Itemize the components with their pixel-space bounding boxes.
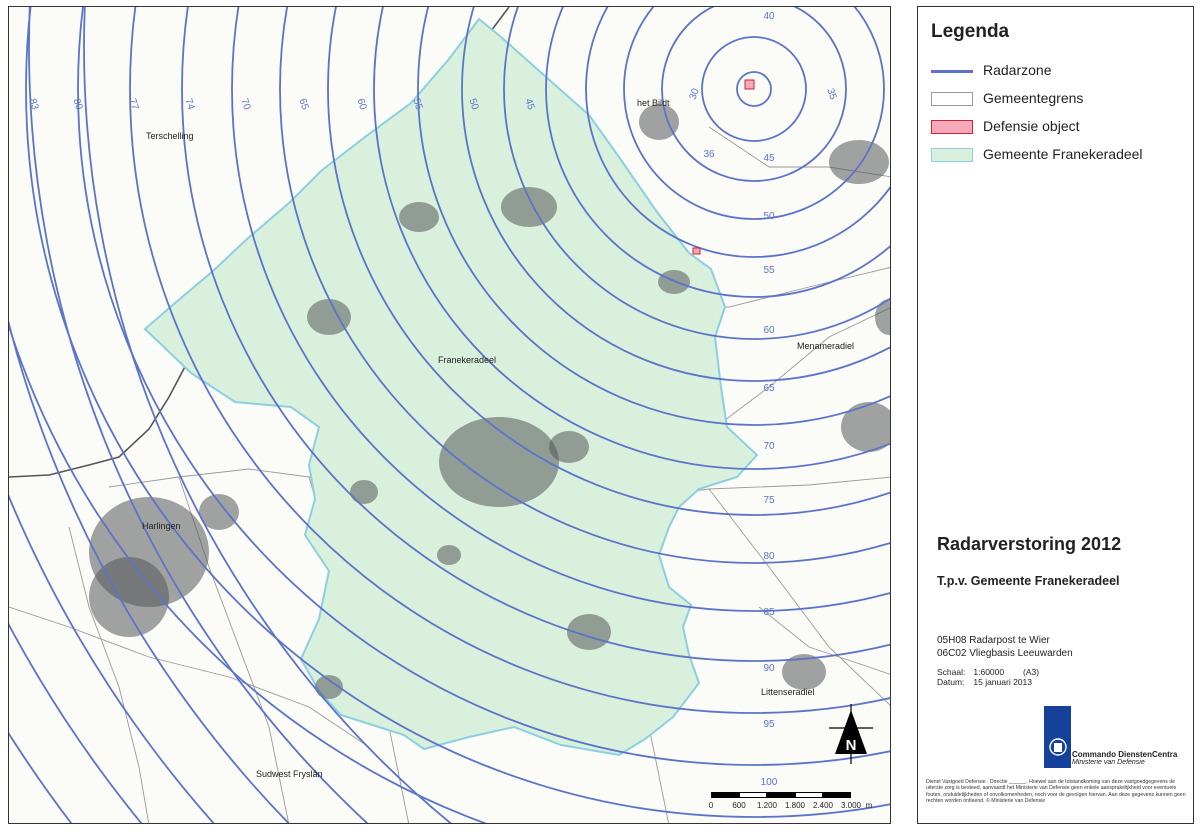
legend-title: Legenda bbox=[931, 21, 1010, 42]
radar-ring-label: 70 bbox=[238, 97, 253, 112]
radar-ring-label: 77 bbox=[126, 97, 141, 112]
radar-ring-label: 74 bbox=[182, 97, 197, 112]
scale-bar bbox=[709, 792, 879, 822]
radar-ring-label: 40 bbox=[763, 11, 775, 22]
map-canvas bbox=[9, 7, 891, 824]
paper-size: (A3) bbox=[1023, 667, 1040, 677]
legend-item-franekeradeel bbox=[931, 145, 1181, 165]
scale-segment bbox=[795, 792, 823, 798]
radar-ring-label: 100 bbox=[760, 777, 778, 788]
place-menameradiel: Menameradiel bbox=[797, 341, 855, 351]
legend-item-gemeentegrens bbox=[931, 89, 1181, 109]
defense-object-wier[interactable] bbox=[745, 80, 754, 89]
scale-key: Schaal: bbox=[937, 667, 966, 677]
settlement-cluster bbox=[829, 140, 889, 184]
settlement-cluster bbox=[307, 299, 351, 335]
radar-code: 06C02 bbox=[937, 648, 967, 659]
legend-label: Gemeentegrens bbox=[983, 90, 1084, 106]
defense-object-small[interactable] bbox=[693, 248, 700, 254]
date-info bbox=[937, 677, 1032, 687]
radar-ring-label: 50 bbox=[763, 211, 775, 222]
settlement-cluster bbox=[658, 270, 690, 294]
radar-name: Radarpost te Wier bbox=[969, 635, 1050, 646]
legend-label: Gemeente Franekeradeel bbox=[983, 146, 1143, 162]
radar-ring-label: 55 bbox=[763, 265, 775, 276]
settlement-cluster bbox=[549, 431, 589, 463]
radar-ring-label: 85 bbox=[763, 607, 775, 618]
radar-line-2 bbox=[937, 648, 1073, 659]
date-key: Datum: bbox=[937, 677, 965, 687]
scale-unit: m bbox=[865, 801, 873, 810]
legend-item-defensie-object bbox=[931, 117, 1181, 137]
radar-ring-label: 90 bbox=[763, 663, 775, 674]
scale-label: 2.400 bbox=[812, 801, 834, 810]
radar-ring-label: 83 bbox=[26, 97, 41, 112]
place-sudwest-fryslan: Sudwest Fryslân bbox=[256, 769, 323, 779]
scale-segment bbox=[711, 792, 739, 798]
logo-org: Commando DienstenCentra bbox=[1072, 750, 1178, 759]
legend-symbol-box bbox=[931, 148, 973, 162]
settlement-cluster bbox=[875, 299, 891, 335]
logo-ministry: Ministerie van Defensie bbox=[1072, 759, 1145, 766]
settlement-cluster bbox=[437, 545, 461, 565]
scale-info bbox=[937, 667, 1039, 677]
radar-ring-label: 50 bbox=[466, 97, 481, 112]
scale-label: 600 bbox=[732, 801, 746, 810]
scale-segment bbox=[767, 792, 795, 798]
map-title: Radarverstoring 2012 bbox=[937, 534, 1122, 554]
settlement-cluster bbox=[399, 202, 439, 232]
legend-label: Radarzone bbox=[983, 62, 1052, 78]
place-harlingen: Harlingen bbox=[142, 521, 181, 531]
place-terschelling: Terschelling bbox=[146, 131, 194, 141]
scale-segment bbox=[823, 792, 851, 798]
settlement-cluster bbox=[841, 402, 891, 452]
north-label: N bbox=[845, 737, 857, 754]
place-franekeradeel: Franekeradeel bbox=[438, 355, 497, 365]
date-value: 15 januari 2013 bbox=[973, 677, 1032, 687]
radar-ring-label: 45 bbox=[763, 153, 775, 164]
radar-ring-label: 30 bbox=[687, 87, 702, 102]
scale-label: 0 bbox=[708, 801, 714, 810]
radar-line-1 bbox=[937, 635, 1050, 646]
settlement-cluster bbox=[501, 187, 557, 227]
legend-item-radarzone bbox=[931, 61, 1181, 81]
legend-symbol-line bbox=[931, 70, 973, 73]
coat-of-arms-icon bbox=[1047, 736, 1069, 758]
legend-label: Defensie object bbox=[983, 118, 1080, 134]
settlement-cluster bbox=[350, 480, 378, 504]
radar-ring-label: 45 bbox=[522, 97, 537, 112]
place-het-bildt: het Bildt bbox=[637, 98, 670, 108]
radar-ring-label: 60 bbox=[354, 97, 369, 112]
radar-ring-label: 80 bbox=[70, 97, 85, 112]
radar-ring-label: 55 bbox=[410, 97, 425, 112]
radar-ring-label: 95 bbox=[763, 719, 775, 730]
radar-ring-label: 60 bbox=[763, 325, 775, 336]
disclaimer: Dienst Vastgoed Defensie : Directie ______. Hoewel aan de totstandkoming van deze vastgoedgegevens de uiterste zorg is besteed, aanvaardt het Ministerie van Defensie geen enkele aansprakelijkheid voor eventuele fouten, onduidelijkheden of onvolkomenheden, noch voor de gevolgen hiervan. Aan deze gegevens kunnen geen rechten worden ontleend. © Ministerie van Defensie bbox=[926, 779, 1186, 804]
radar-ring-label: 65 bbox=[763, 383, 775, 394]
radar-code: 05H08 bbox=[937, 635, 967, 646]
scale-label: 1.200 bbox=[756, 801, 778, 810]
radar-ring-label: 70 bbox=[763, 441, 775, 452]
north-arrow bbox=[829, 704, 873, 766]
side-panel bbox=[917, 6, 1194, 824]
scale-label: 3.000 bbox=[840, 801, 862, 810]
radar-ring-label: 75 bbox=[763, 495, 775, 506]
defensie-logo bbox=[1042, 706, 1187, 768]
radar-ring-label: 65 bbox=[296, 97, 311, 112]
legend-symbol-box bbox=[931, 92, 973, 106]
radar-ring-label: 80 bbox=[763, 551, 775, 562]
legend-symbol-box bbox=[931, 120, 973, 134]
settlement-cluster bbox=[639, 104, 679, 140]
radar-ring-label: 36 bbox=[703, 149, 715, 160]
map-area[interactable] bbox=[8, 6, 891, 824]
map-subtitle: T.p.v. Gemeente Franekeradeel bbox=[937, 574, 1120, 588]
scale-segment bbox=[739, 792, 767, 798]
scale-label: 1.800 bbox=[784, 801, 806, 810]
radar-ring-label: 35 bbox=[824, 87, 839, 102]
radar-name: Vliegbasis Leeuwarden bbox=[969, 648, 1073, 659]
settlement-cluster bbox=[89, 557, 169, 637]
scale-value: 1:60000 bbox=[973, 667, 1005, 677]
place-littenseradiel: Littenseradiel bbox=[761, 687, 815, 697]
